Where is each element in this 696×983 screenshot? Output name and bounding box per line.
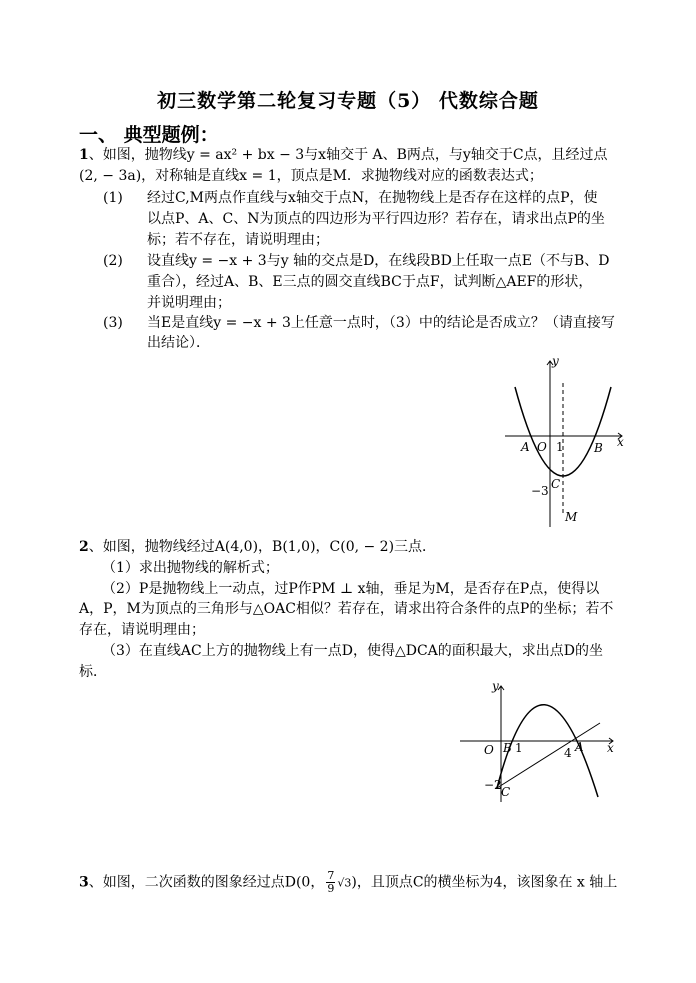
fig2-label-neg2: −2	[484, 778, 502, 792]
q3-text-1b: )，且顶点C的横坐标为4，该图象在 x 轴上	[351, 874, 618, 891]
q1-sub2-line-2: 重合），经过A、B、E三点的圆交直线BC于点F，试判断△AEF的形状，	[147, 274, 593, 290]
q3-number: 3	[79, 874, 89, 891]
fig2-label-x: x	[607, 741, 614, 755]
fig2-label-O: O	[484, 743, 494, 757]
q1-sub2-line-1: 设直线y = −x + 3与y 轴的交点是D，在线段BD上任取一点E（不与B、D	[147, 253, 610, 269]
page-title: 初三数学第二轮复习专题（5） 代数综合题	[157, 90, 539, 112]
q3-sqrt3: √3	[337, 876, 352, 890]
q2-sub3-line-2: 标．	[79, 664, 107, 680]
fig2-label-A: A	[575, 740, 584, 754]
q2-sub2-line-2: A，P，M为顶点的三角形与△OAC相似？若存在，请求出符合条件的点P的坐标；若不	[79, 601, 614, 617]
fig1-label-neg3: −3	[531, 484, 549, 498]
q1-line-1	[79, 146, 608, 165]
q3-text-1a: 、如图，二次函数的图象经过点D(0，	[88, 874, 325, 891]
q1-sub3-line-1: 当E是直线y = −x + 3上任意一点时，（3）中的结论是否成立？（请直接写	[147, 315, 615, 331]
figure-1-parabola	[500, 355, 630, 530]
fig2-label-y: y	[492, 680, 499, 693]
fig2-label-1: 1	[515, 741, 523, 755]
section-heading: 一、 典型题例：	[79, 124, 219, 146]
figure-2-parabola	[455, 680, 625, 805]
fig1-label-B: B	[594, 441, 603, 455]
fig1-label-M: M	[565, 510, 578, 524]
q1-sub3-mark: (3)	[103, 315, 123, 331]
fig1-label-1: 1	[556, 440, 564, 454]
q2-number: 2	[79, 539, 89, 555]
q3-fraction	[326, 870, 335, 895]
fig1-label-x: x	[617, 435, 624, 449]
q2-sub2-line-1: （2）P是抛物线上一动点，过P作PM ⊥ x轴，垂足为M，是否存在P点，使得以	[102, 581, 600, 597]
fig2-label-B: B	[503, 741, 512, 755]
fig2-line-AC	[497, 723, 600, 788]
fig1-label-A: A	[521, 440, 530, 454]
q1-sub2-line-3: 并说明理由；	[147, 295, 231, 311]
q2-sub3-line-1: （3）在直线AC上方的抛物线上有一点D，使得△DCA的面积最大，求出点D的坐	[102, 643, 603, 659]
q2-text-1: 、如图，抛物线经过A(4,0)，B(1,0)，C(0, − 2)三点．	[88, 539, 437, 555]
fig1-label-C: C	[551, 477, 561, 491]
q1-sub1-line-1: 经过C,M两点作直线与x轴交于点N，在抛物线上是否存在这样的点P，使	[147, 190, 598, 206]
q1-sub1-line-3: 标；若不存在，请说明理由；	[147, 232, 329, 248]
q1-line-2: (2, − 3a)，对称轴是直线x = 1，顶点是M．求抛物线对应的函数表达式；	[79, 168, 543, 184]
q1-number: 1	[79, 147, 89, 163]
q1-sub1-line-2: 以点P、A、C、N为顶点的四边形为平行四边形？若存在，请求出点P的坐	[147, 211, 605, 227]
q3-fraction-numerator: 7	[327, 869, 335, 882]
q1-sub3-line-2: 出结论）．	[147, 335, 210, 351]
q2-sub1: （1）求出抛物线的解析式；	[102, 560, 279, 576]
q1-sub1-mark: (1)	[103, 190, 123, 206]
fig1-label-y: y	[552, 355, 559, 368]
fig1-label-O: O	[537, 440, 547, 454]
fig2-label-4: 4	[564, 746, 572, 760]
q1-sub2-mark: (2)	[103, 253, 123, 269]
q1-text-1: 、如图，抛物线y = ax² + bx − 3与x轴交于 A、B两点，与y轴交于C点，且经过点	[88, 147, 608, 163]
q2-line-1	[79, 538, 436, 557]
q2-sub2-line-3: 存在，请说明理由；	[79, 622, 205, 638]
fig2-label-C: C	[501, 785, 511, 799]
q3-line-1	[79, 870, 617, 895]
q3-fraction-denominator: 9	[327, 882, 335, 895]
